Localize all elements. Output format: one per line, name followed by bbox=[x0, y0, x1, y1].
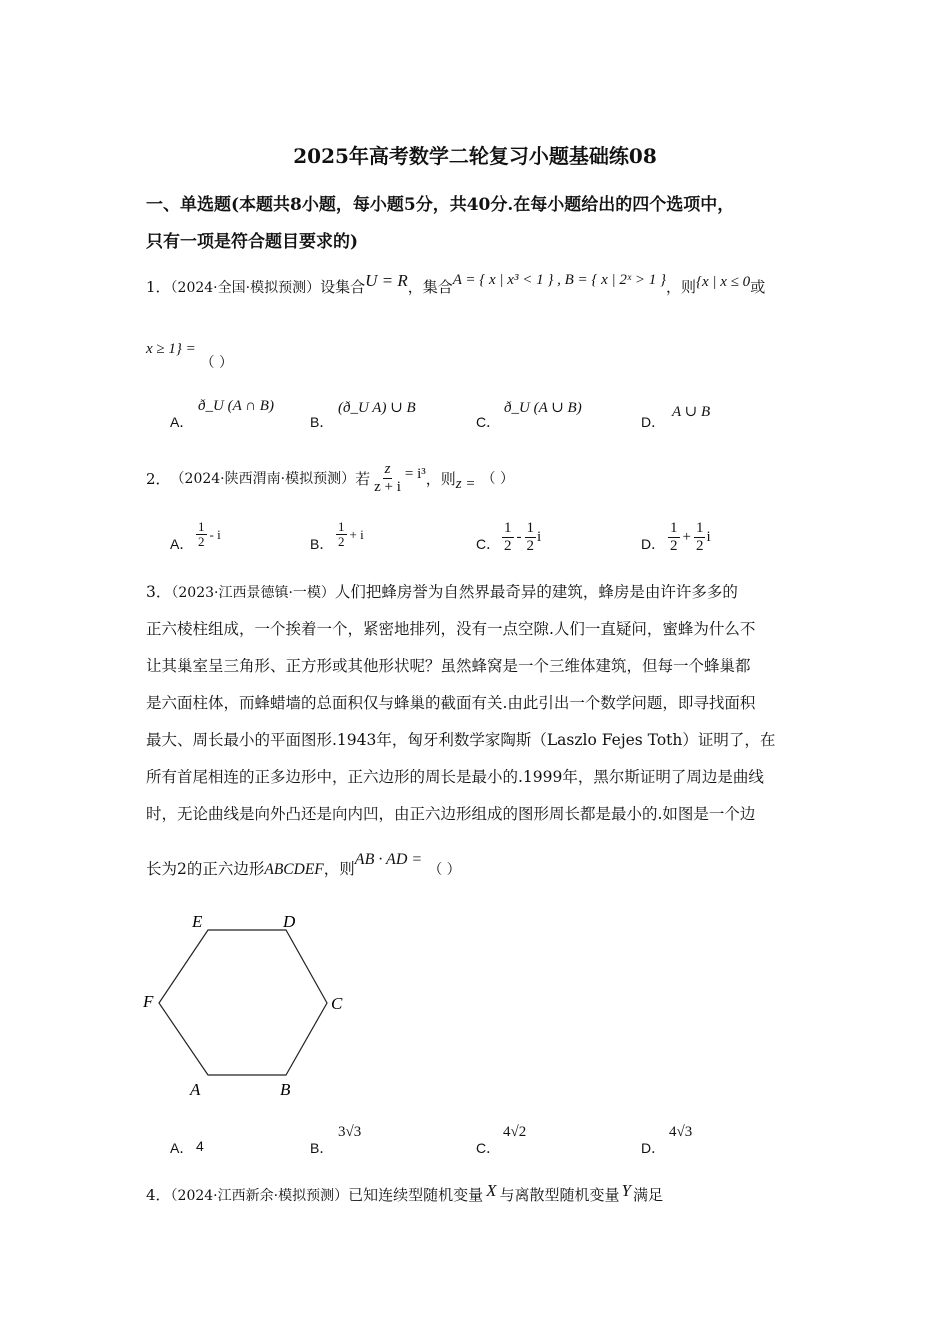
q4-text-b: 与离散型随机变量 bbox=[499, 1186, 620, 1204]
q2-option-d-label: D． bbox=[641, 536, 666, 552]
q3-last-a: 长为2的正六边形 bbox=[146, 860, 265, 878]
q1-option-b-expr: (ð_U A) ∪ B bbox=[338, 400, 416, 416]
q2-source: （2024·陕西渭南·模拟预测） bbox=[170, 471, 356, 487]
q3-line: 正六棱柱组成，一个挨着一个，紧密地排列，没有一点空隙.人们一直疑问，蜜蜂为什么不 bbox=[146, 620, 756, 638]
q3-line: 所有首尾相连的正多边形中，正六边形的周长是最小的.1999年，黑尔斯证明了周边是曲线 bbox=[146, 768, 764, 786]
q1-text-a: 设集合 bbox=[320, 278, 366, 296]
vertex-label-b: B bbox=[280, 1080, 291, 1099]
q1-option-a-label: A． bbox=[170, 414, 194, 430]
q2-text-a: 若 bbox=[355, 469, 371, 488]
q1-line2-expr: x ≥ 1} = bbox=[146, 341, 196, 357]
vertex-label-c: C bbox=[331, 994, 343, 1013]
q3-option-c-label: C． bbox=[476, 1140, 501, 1156]
q1-paren: （ ） bbox=[200, 355, 233, 371]
q3-last-line bbox=[146, 851, 461, 879]
q2-frac-num: z bbox=[384, 461, 391, 477]
hexagon-figure bbox=[140, 905, 355, 1100]
q1-number: 1． bbox=[146, 278, 171, 296]
q3-line1: 人们把蜂房誉为自然界最奇异的建筑，蜂房是由许许多多的 bbox=[334, 583, 738, 601]
vertex-label-d: D bbox=[283, 912, 296, 931]
q3-vector-expr: AB · AD = bbox=[354, 851, 423, 868]
q4-var-x: X bbox=[486, 1181, 497, 1200]
q3-option-b-label: B． bbox=[310, 1140, 334, 1156]
q1-option-d-label: D． bbox=[641, 414, 666, 430]
q2-text-b: ，则 bbox=[425, 469, 456, 488]
q2-option-a-label: A． bbox=[170, 536, 194, 552]
q1-option-c-label: C． bbox=[476, 414, 501, 430]
q3-option-d-expr: 4√3 bbox=[669, 1124, 693, 1140]
q2-option-b-label: B． bbox=[310, 536, 334, 552]
q1-set-c: {x | x ≤ 0 bbox=[696, 274, 751, 290]
q2-options bbox=[170, 520, 810, 564]
q4-source: （2024·江西新余·模拟预测） bbox=[170, 1188, 349, 1204]
q3-line: 最大、周长最小的平面图形.1943年，匈牙利数学家陶斯（Laszlo Fejes Toth）证明了，在 bbox=[146, 731, 776, 749]
q3-last-b: ，则 bbox=[323, 860, 355, 878]
q2-rhs: = i³ bbox=[404, 465, 426, 482]
vertex-label-e: E bbox=[192, 912, 203, 931]
question-3 bbox=[146, 580, 738, 602]
q3-option-c-expr: 4√2 bbox=[503, 1124, 527, 1140]
q1-line2 bbox=[146, 338, 233, 371]
q2-option-d-expr: $\frac{1}{2}$ + $\frac{1}{2}$ i bbox=[670, 520, 711, 554]
q3-number: 3． bbox=[146, 583, 172, 601]
section-heading-line1: 一、单选题(本题共8小题，每小题5分，共40分.在每小题给出的四个选项中， bbox=[146, 195, 735, 215]
q3-line: 是六面柱体，而蜂蜡墙的总面积仅与蜂巢的截面有关.由此引出一个数学问题，即寻找面积 bbox=[146, 694, 756, 712]
q3-option-a-label: A． bbox=[170, 1140, 194, 1156]
page-title: 2025年高考数学二轮复习小题基础练08 bbox=[293, 144, 657, 168]
hexagon-shape bbox=[159, 930, 327, 1075]
q1-text-b: ，集合 bbox=[407, 278, 453, 296]
q1-sets-ab: A = { x | x³ < 1 } , B = { x | 2ˣ > 1 } bbox=[452, 272, 666, 288]
q4-var-y: Y bbox=[621, 1181, 631, 1200]
q3-option-b-expr: 3√3 bbox=[338, 1124, 362, 1140]
vertex-label-f: F bbox=[143, 992, 154, 1011]
q2-frac-den: z + i bbox=[374, 478, 401, 495]
q1-text-d: 或 bbox=[750, 278, 766, 296]
q4-text-c: 满足 bbox=[632, 1186, 663, 1204]
q2-fraction bbox=[372, 461, 403, 495]
q3-line: 时，无论曲线是向外凸还是向内凹，由正六边形组成的图形周长都是最小的.如图是一个边 bbox=[146, 805, 756, 823]
q3-line: 让其巢室呈三角形、正方形或其他形状呢？虽然蜂窝是一个三维体建筑，但每一个蜂巢都 bbox=[146, 657, 751, 675]
q2-option-c-label: C． bbox=[476, 536, 501, 552]
q2-option-c-expr: $\frac{1}{2}$ - $\frac{1}{2}$ i bbox=[504, 520, 542, 554]
q3-options bbox=[170, 1124, 810, 1158]
q1-option-b-label: B． bbox=[310, 414, 334, 430]
q2-option-a-expr: $\frac{1}{2}$ - i bbox=[198, 519, 221, 550]
q3-option-a-expr: 4 bbox=[196, 1138, 204, 1154]
q3-paren: （ ） bbox=[428, 862, 461, 878]
question-1 bbox=[146, 271, 766, 297]
q1-options bbox=[170, 398, 810, 432]
q3-option-d-label: D． bbox=[641, 1140, 666, 1156]
section-heading-line2: 只有一项是符合题目要求的) bbox=[146, 232, 359, 252]
q2-paren: （ ） bbox=[481, 471, 514, 487]
q2-z: z = bbox=[455, 475, 476, 492]
question-4 bbox=[146, 1181, 663, 1205]
q1-option-c-expr: ð_U (A ∪ B) bbox=[504, 400, 582, 416]
q3-hex-name: ABCDEF bbox=[264, 861, 324, 878]
vertex-label-a: A bbox=[190, 1080, 201, 1099]
question-2 bbox=[146, 458, 514, 498]
q1-text-c: ，则 bbox=[666, 278, 697, 296]
q3-source: （2023·江西景德镇·一模） bbox=[171, 585, 335, 601]
q1-universal-set: U = R bbox=[365, 271, 408, 290]
q1-option-d-expr: A ∪ B bbox=[672, 404, 711, 420]
q4-number: 4． bbox=[146, 1186, 171, 1204]
q1-source: （2024·全国·模拟预测） bbox=[170, 280, 321, 296]
q1-option-a-expr: ð_U (A ∩ B) bbox=[198, 398, 274, 414]
q2-option-b-expr: $\frac{1}{2}$ + i bbox=[338, 519, 364, 550]
q4-text-a: 已知连续型随机变量 bbox=[348, 1186, 484, 1204]
q2-number: 2． bbox=[146, 469, 171, 488]
